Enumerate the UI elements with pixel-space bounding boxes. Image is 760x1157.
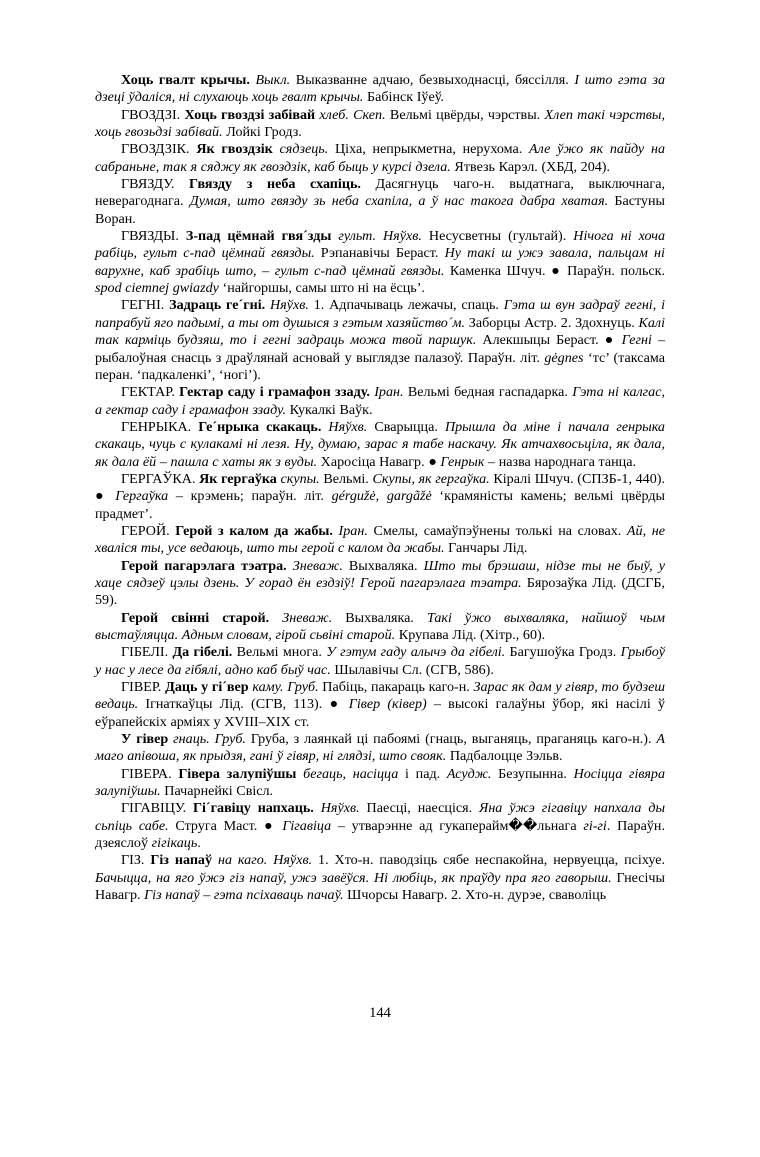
entry-text: Крупава Лід. (Хітр., 60).: [395, 627, 546, 643]
entry-text: .: [197, 835, 201, 852]
entry-illustration: гульт. Няўхв.: [331, 228, 422, 245]
entry-text: Смелы, самаўпэўнены толькі на словах.: [367, 522, 622, 539]
entry-text: ГЕРОЙ.: [121, 522, 176, 539]
entry-phrase: З-пад цёмнай гвя´зды: [185, 228, 332, 245]
entry-illustration: Думая, што гвязду зь неба схапіла, а ў нас такога дабра хватая.: [183, 193, 609, 210]
entry-illustration: гнаць. Груб.: [168, 731, 246, 748]
entry-text: ГВОЗДЗІК.: [121, 141, 197, 158]
entry-text: Сварыцца.: [367, 418, 438, 435]
entry-text: ГЕГНІ.: [121, 297, 170, 314]
entry-phrase: Гівера залупіўшы: [178, 765, 297, 782]
entry-illustration: Скупы, як гергаўка.: [368, 470, 490, 487]
entry-text: Выказванне адчаю, безвыходнасці, бяссілля.: [290, 72, 569, 88]
entry-illustration: Гергаўка: [115, 488, 169, 505]
entry-phrase: Задраць ге´гні.: [169, 297, 266, 314]
entry-phrase: Герой свінні старой.: [121, 609, 270, 626]
entry-phrase: Гіз напаў: [150, 852, 213, 869]
entry-illustration: spod ciemnej gwiazdy: [95, 280, 219, 297]
dictionary-entry: [95, 610, 665, 645]
entry-phrase: Гектар саду і грамафон ззаду.: [179, 384, 370, 401]
entry-illustration: Гівер (ківер): [348, 696, 427, 713]
dictionary-entry: [95, 558, 665, 610]
entry-text: Выхваляка.: [332, 609, 414, 626]
entry-phrase: Даць у гі´вер: [165, 679, 249, 696]
entry-text: – утварэнне ад гукаперайм��льнага: [331, 817, 584, 834]
entry-text: Падбалоцце Зэльв.: [446, 748, 563, 765]
dictionary-entry: [95, 523, 665, 558]
entry-illustration: Гэта ні калгас, а гектар саду і грамафон ззаду.: [95, 384, 665, 418]
dictionary-entry: [95, 471, 665, 523]
entry-illustration: Прышла да міне і пачала генрыка скакаць, чуць с кулакамі ні лезя. Ну, думаю, зарас я табе наскачу. Як атчахвосьціла, як дала, як дала ёй – пашла с хаты як з вуды.: [95, 418, 665, 470]
dictionary-entry: [95, 176, 665, 228]
entry-phrase: Як гвоздзік: [196, 141, 273, 158]
entry-illustration: Носіцца гівяра залупіўшы.: [95, 765, 665, 800]
entry-text: – назва народнага танца.: [484, 453, 636, 470]
entry-illustration: Іран.: [369, 384, 404, 401]
entry-text: Лойкі Гродз.: [222, 124, 302, 141]
entry-illustration: Такі ўжо выхваляка, найшоў чым выстаўляцца. Адным словам, гірой сьвіні старой.: [95, 609, 665, 643]
entry-illustration: Нічога ні хоча рабіць, гульт с-пад цёмнай гвязды.: [95, 228, 665, 262]
entry-illustration: Грыбоў у нас у лесе да гібялі, адно каб быў час.: [95, 644, 665, 678]
entry-text: і пад.: [398, 765, 447, 782]
entry-illustration: Гігавіца: [282, 817, 332, 834]
entry-illustration: сядзець.: [272, 141, 329, 158]
entry-text: – рыбалоўная снасць з драўлянай асновай у выглядзе палазоў. Параўн. літ.: [95, 332, 666, 366]
entry-text: Паесці, наесціся.: [359, 800, 473, 817]
entry-text: ГІЗ.: [121, 852, 151, 869]
entry-illustration: Хлеп такі чэрствы, хоць гвозьдзі забівай.: [95, 106, 665, 141]
entry-illustration: Яна ўжэ гігавіцу напхала ды сьпіць сабе.: [95, 800, 665, 834]
entry-illustration: Іран.: [332, 522, 368, 539]
dictionary-entry: [95, 419, 665, 471]
dictionary-entry: [95, 679, 665, 731]
dictionary-entry: [95, 72, 665, 107]
entry-text: Вельмі цвёрды, чэрствы.: [385, 106, 541, 123]
dictionary-entry: [95, 800, 665, 852]
entry-text: Харосіца Навагр. ●: [317, 453, 441, 470]
entry-illustration: І што гэта за дзеці ўдаліся, ні слухаюць хоць гвалт крычы.: [95, 72, 666, 106]
entry-text: ‘крамяністы камень; вельмі цвёрды прадмет’.: [95, 488, 665, 522]
entry-text: Вельмі бедная гаспадарка.: [403, 384, 568, 401]
entry-text: Кіралі Шчуч. (СПЗБ-1, 440). ●: [95, 470, 665, 505]
entry-text: Бярозаўка Лід. (ДСГБ, 59).: [95, 574, 665, 609]
entry-phrase: Герой пагарэлага тэатра.: [121, 557, 287, 574]
entry-text: Шчорсы Навагр. 2. Хто-н. дурэе, сваволіць: [343, 887, 607, 904]
entry-illustration: Зневаж.: [286, 557, 343, 574]
entry-text: ГІВЕР.: [121, 679, 166, 696]
entry-text: Алекшыцы Бераст. ●: [476, 332, 622, 349]
entry-illustration: Генрык: [440, 453, 485, 470]
entry-phrase: Герой з калом да жабы.: [175, 522, 333, 539]
entry-text: Кукалкі Ваўк.: [286, 401, 373, 418]
entry-text: Пачарнейкі Свісл.: [160, 783, 274, 800]
entry-text: Вельмі многа.: [232, 644, 322, 661]
entry-illustration: Асудж.: [446, 765, 492, 782]
entry-text: ГВЯЗДЫ.: [121, 228, 186, 245]
entry-text: Гнесічы Навагр.: [95, 869, 665, 904]
entry-illustration: gėgnes: [544, 349, 584, 366]
entry-illustration: Гэта ш вун задраў гегні, і папрабуй яго падымі, а ты от душыся з гэтым хазяйство´м.: [95, 297, 665, 331]
entry-text: Выхваляка.: [342, 557, 418, 574]
entry-text: Пабіць, пакараць каго-н.: [318, 679, 470, 696]
entry-illustration: Ну такі ш ужэ завала, пальцам ні варухне, каб зрабіць што, – гульт с-пад цёмнай гвязды.: [95, 245, 665, 279]
entry-text: ГЕРГАЎКА.: [121, 470, 200, 487]
entry-phrase: Гвязду з неба схапіць.: [189, 176, 361, 193]
page-number: 144: [369, 1005, 391, 1021]
entry-illustration: Гіз напаў – гэта псіхаваць пачаў.: [140, 887, 344, 904]
dictionary-entry: [95, 644, 665, 679]
dictionary-entry: [95, 107, 665, 142]
entry-text: 1. Хто-н. паводзіць сябе неспакойна, нервуецца, псіхуе.: [312, 852, 665, 869]
dictionary-entry: [95, 297, 665, 384]
entry-text: Бабінск Іўеў.: [363, 89, 444, 106]
entry-text: Ціха, непрыкметна, нерухома.: [328, 141, 523, 158]
entry-text: Несусветны (гультай).: [421, 228, 567, 245]
entry-text: – крэмень; параўн. літ.: [168, 488, 332, 505]
dictionary-entry: [95, 384, 665, 419]
entry-phrase: Як гергаўка: [199, 470, 277, 487]
entry-illustration: Калі так карміць будзяш, то і гегні задраць можа твой паршук.: [95, 314, 665, 349]
entry-text: Ігнаткаўцы Лід. (СГВ, 113). ●: [138, 696, 349, 713]
entry-phrase: Гі´гавіцу напхаць.: [193, 800, 314, 817]
entry-text: ГЕНРЫКА.: [121, 418, 199, 435]
entry-text: Багушоўка Гродз.: [505, 644, 617, 661]
entry-phrase: Да гібелі.: [172, 644, 233, 661]
entry-illustration: gérgužė, gargãžė: [331, 488, 432, 505]
entry-phrase: Хоць гвоздзі забівай: [184, 106, 316, 123]
entry-illustration: Бачыцца, на яго ўжэ гіз напаў, ужэ завёўся. Ні любіць, як праўду пра яго гаворыш.: [95, 869, 612, 886]
entry-text: ГВОЗДЗІ.: [121, 106, 185, 123]
entry-text: 1. Адпачываць лежачы, спаць.: [308, 297, 499, 314]
entry-illustration: У гэтум гаду алычэ да гібелі.: [321, 644, 506, 661]
text-column: [95, 72, 665, 905]
entry-illustration: хлеб. Скеп.: [315, 106, 386, 123]
dictionary-entry: [95, 141, 665, 176]
entry-illustration: гігікаць: [151, 835, 198, 852]
entry-text: Бастуны Воран.: [95, 193, 665, 227]
entry-phrase: Хоць гвалт крычы.: [121, 72, 250, 88]
entry-illustration: Няўхв.: [321, 418, 368, 435]
entry-text: ГІВЕРА.: [121, 765, 179, 782]
entry-text: ГЕКТАР.: [121, 384, 180, 401]
entry-illustration: Зневаж.: [269, 609, 333, 626]
entry-text: Груба, з лаянкай ці пабоямі (гнаць, выганяць, праганяць каго-н.).: [245, 731, 652, 748]
entry-text: Вельмі.: [319, 470, 369, 487]
entry-text: ГІГАВІЦУ.: [121, 800, 194, 817]
entry-illustration: скупы.: [276, 470, 320, 487]
dictionary-entry: [95, 228, 665, 297]
entry-illustration: Але ўжо як пайду на сабраньне, так я сяджу як гвоздзік, каб быць у курсі дзела.: [95, 141, 665, 175]
dictionary-entry: [95, 852, 665, 904]
entry-illustration: Што ты брэшаш, нідзе ты не быў, у хаце сядзеў цэлы дзень. У горад ён ездзіў! Герой пагарэлага тэатра.: [95, 557, 665, 591]
entry-illustration: Няўхв.: [313, 800, 360, 817]
entry-text: ГВЯЗДУ.: [121, 176, 190, 193]
entry-illustration: Няўхв.: [265, 297, 309, 314]
entry-illustration: Зарас як дам у гівяр, то будзеш ведаць.: [95, 679, 666, 713]
entry-text: Дасягнуць чаго-н. выдатнага, выключнага, неверагоднага.: [95, 176, 665, 210]
entry-text: ‘найгоршы, самы што ні на ёсць’.: [218, 280, 425, 297]
entry-text: . Параўн. дзеяслоў: [95, 817, 665, 852]
entry-phrase: Ге´нрыка скакаць.: [198, 418, 322, 435]
dictionary-entry: [95, 766, 665, 801]
entry-text: ГІБЕЛІ.: [121, 644, 173, 661]
entry-text: Шылавічы Сл. (СГВ, 586).: [330, 661, 494, 678]
entry-text: Рэпанавічы Бераст.: [314, 245, 439, 262]
entry-illustration: А маго апівоша, як прыдзя, гані ў гівяр, ні глядзі, што свояк.: [95, 731, 665, 765]
entry-text: Безупынна.: [491, 765, 567, 782]
entry-phrase: У гівер: [121, 731, 169, 748]
entry-illustration: Выкл.: [249, 72, 291, 88]
entry-text: Струга Маст. ●: [168, 817, 283, 834]
entry-illustration: бегаць, насіцца: [296, 765, 399, 782]
dictionary-entry: [95, 731, 665, 766]
entry-illustration: каму. Груб.: [248, 679, 319, 696]
entry-text: ‘тс’ (таксама перан. ‘падкаленкі’, ‘ногі’).: [95, 349, 665, 383]
entry-illustration: гі-гі: [583, 817, 607, 834]
entry-text: Заборцы Астр. 2. Здохнуць.: [465, 314, 635, 331]
entry-text: Ятвезь Карэл. (ХБД, 204).: [450, 158, 611, 175]
entry-text: – высокі галаўны ўбор, які насілі ў еўрапейскіх арміях у XVIII–XIX ст.: [95, 696, 666, 730]
entry-illustration: Ай, не хваліся ты, усе ведаюць, што ты герой с калом да жабы.: [95, 522, 665, 557]
entry-text: Каменка Шчуч. ● Параўн. польск.: [444, 262, 665, 279]
entry-illustration: на каго. Няўхв.: [212, 852, 313, 869]
entry-illustration: Гегні: [621, 332, 652, 349]
entry-text: Ганчары Лід.: [444, 540, 528, 557]
